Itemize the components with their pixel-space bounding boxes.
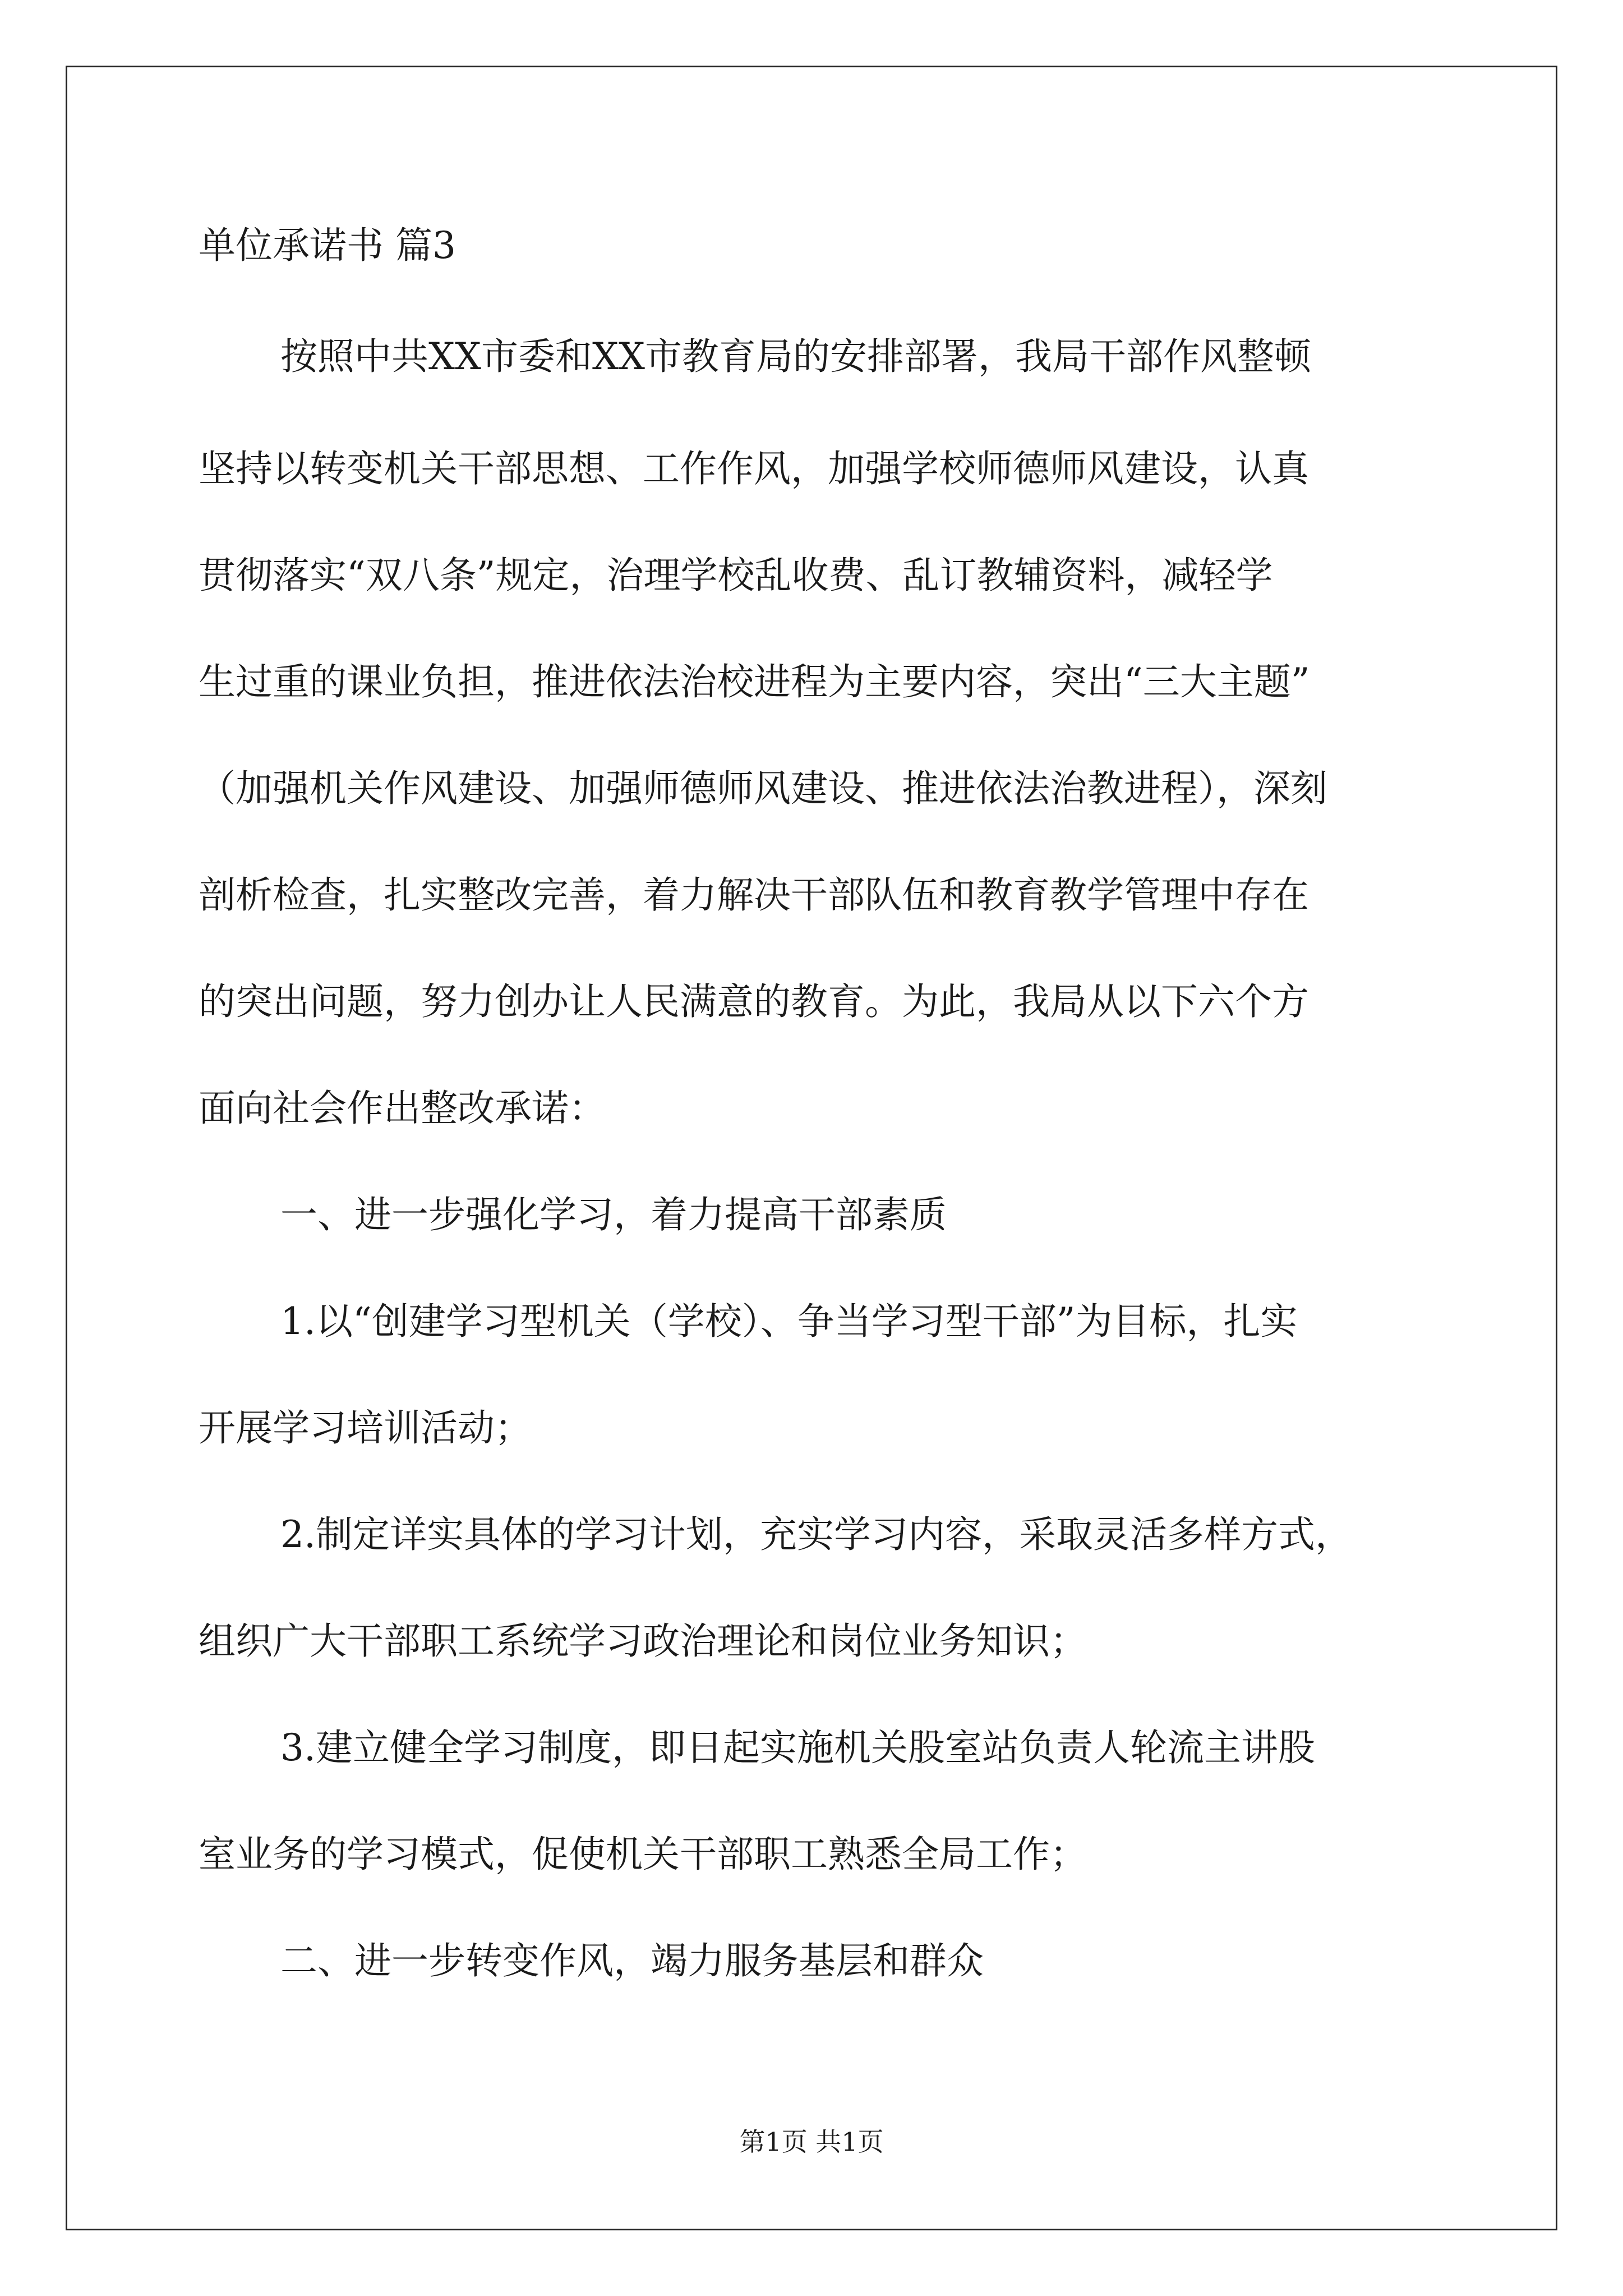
section-heading: 一、进一步强化学习，着力提高干部素质 [280,1193,947,1236]
list-item-line: 开展学习培训活动； [199,1406,532,1450]
list-item-line: 组织广大干部职工系统学习政治理论和岗位业务知识； [199,1619,1087,1663]
page-border [66,66,1557,2230]
paragraph-line: （加强机关作风建设、加强师德师风建设、推进依法治教进程），深刻 [199,767,1327,810]
paragraph-line: 生过重的课业负担，推进依法治校进程为主要内容，突出“三大主题” [199,660,1310,703]
paragraph-line: 坚持以转变机关干部思想、工作作风，加强学校师德师风建设，认真 [199,447,1309,490]
document-title: 单位承诺书 篇3 [199,224,456,267]
list-item-line: 1.以“创建学习型机关（学校）、争当学习型干部”为目标，扎实 [280,1300,1298,1343]
list-item-line: 室业务的学习模式，促使机关干部职工熟悉全局工作； [199,1833,1087,1876]
list-item-line: 3.建立健全学习制度，即日起实施机关股室站负责人轮流主讲股 [280,1726,1315,1769]
section-heading: 二、进一步转变作风，竭力服务基层和群众 [280,1939,984,1982]
list-item-line: 2.制定详实具体的学习计划，充实学习内容，采取灵活多样方式， [280,1513,1352,1556]
paragraph-line: 按照中共XX市委和XX市教育局的安排部署，我局干部作风整顿 [280,335,1311,378]
page-footer: 第1页 共1页 [739,2127,884,2157]
paragraph-line: 贯彻落实“双八条”规定，治理学校乱收费、乱订教辅资料，减轻学 [199,554,1273,597]
paragraph-line: 的突出问题，努力创办让人民满意的教育。为此，我局从以下六个方 [199,980,1309,1023]
paragraph-line: 面向社会作出整改承诺： [199,1087,606,1130]
paragraph-line: 剖析检查，扎实整改完善，着力解决干部队伍和教育教学管理中存在 [199,873,1309,917]
